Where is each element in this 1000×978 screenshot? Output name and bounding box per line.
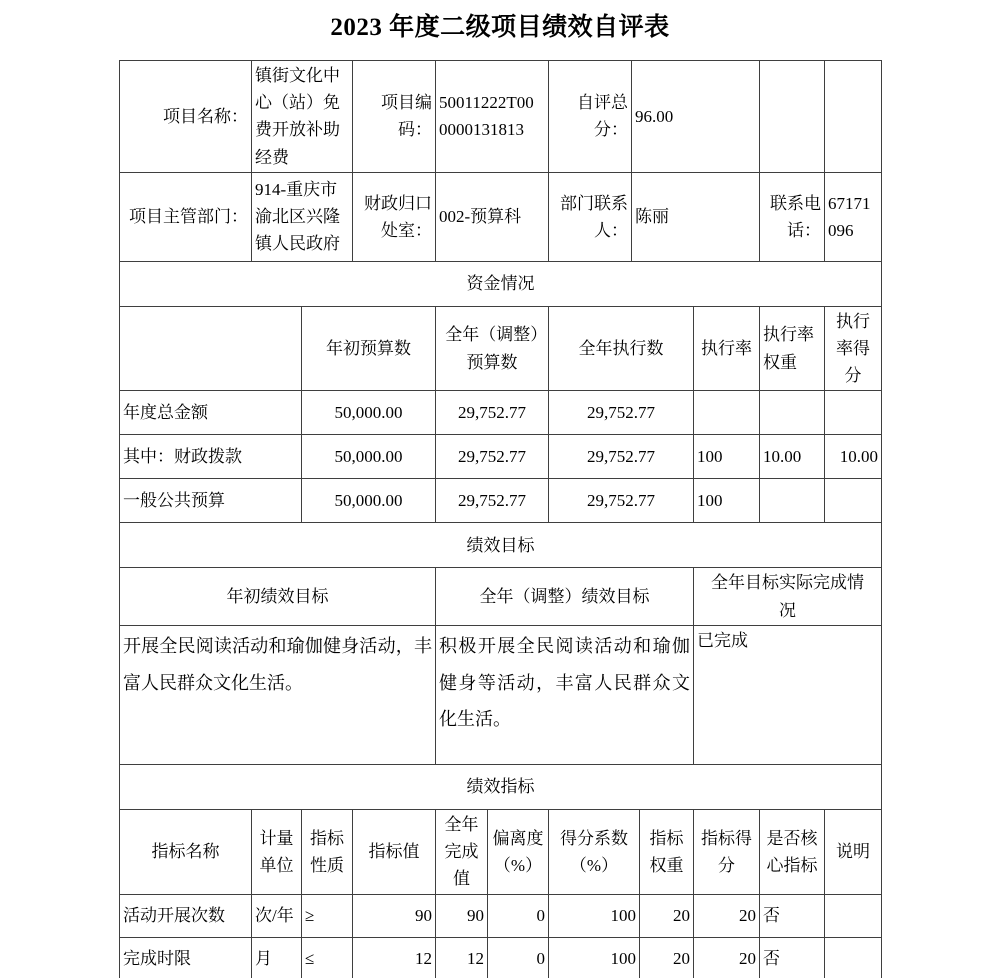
- ind-deviation: 0: [488, 937, 549, 978]
- ind-note: [825, 937, 882, 978]
- ind-header-core: 是否核心指标: [760, 809, 825, 894]
- funding-adjusted-budget: 29,752.77: [436, 479, 549, 523]
- funding-section-row: [120, 261, 882, 306]
- ind-unit: 月: [252, 937, 302, 978]
- ind-nature: ≤: [302, 937, 353, 978]
- funding-initial-budget: 50,000.00: [302, 391, 436, 435]
- funding-row-public-budget: [120, 479, 882, 523]
- funding-row-fiscal: [120, 435, 882, 479]
- ind-target: 12: [353, 937, 436, 978]
- funding-rate-score: [825, 391, 882, 435]
- ind-header-coefficient: 得分系数（%）: [549, 809, 640, 894]
- ind-header-score: 指标得分: [694, 809, 760, 894]
- funding-initial-budget: 50,000.00: [302, 435, 436, 479]
- info-row-department: [120, 172, 882, 261]
- funding-header-blank: [120, 306, 302, 391]
- funding-header-row: [120, 306, 882, 391]
- ind-deviation: 0: [488, 894, 549, 937]
- funding-rate: 100: [694, 479, 760, 523]
- self-evaluation-table: [119, 60, 882, 978]
- funding-rate-weight: [760, 391, 825, 435]
- project-name-value: 镇街文化中心（站）免费开放补助经费: [252, 61, 353, 173]
- phone-value: 67171096: [825, 172, 882, 261]
- funding-rate-weight: [760, 479, 825, 523]
- goals-header-initial: 年初绩效目标: [120, 568, 436, 625]
- ind-completed: 90: [436, 894, 488, 937]
- goals-section-row: [120, 523, 882, 568]
- dept-value: 914-重庆市渝北区兴隆镇人民政府: [252, 172, 353, 261]
- project-code-value: 50011222T000000131813: [436, 61, 549, 173]
- funding-header-initial-budget: 年初预算数: [302, 306, 436, 391]
- funding-rate: [694, 391, 760, 435]
- ind-unit: 次/年: [252, 894, 302, 937]
- funding-header-rate-score: 执行率得分: [825, 306, 882, 391]
- ind-header-deviation: 偏离度（%）: [488, 809, 549, 894]
- self-score-label: 自评总分：: [549, 61, 632, 173]
- contact-label: 部门联系人：: [549, 172, 632, 261]
- funding-header-rate-weight: 执行率权重: [760, 306, 825, 391]
- project-code-label: 项目编码：: [353, 61, 436, 173]
- info-row-project: [120, 61, 882, 173]
- funding-initial-budget: 50,000.00: [302, 479, 436, 523]
- project-name-label: 项目名称：: [120, 61, 252, 173]
- funding-executed: 29,752.77: [549, 435, 694, 479]
- funding-executed: 29,752.77: [549, 391, 694, 435]
- ind-score: 20: [694, 894, 760, 937]
- ind-header-target: 指标值: [353, 809, 436, 894]
- finance-office-label: 财政归口处室：: [353, 172, 436, 261]
- funding-row-total: [120, 391, 882, 435]
- self-score-value: 96.00: [632, 61, 760, 173]
- ind-coefficient: 100: [549, 894, 640, 937]
- funding-rate: 100: [694, 435, 760, 479]
- page-title: 2023 年度二级项目绩效自评表: [330, 14, 670, 41]
- goals-header-row: [120, 568, 882, 625]
- indicators-section-title: 绩效指标: [120, 764, 882, 809]
- goal-initial-text: 开展全民阅读活动和瑜伽健身活动，丰富人民群众文化生活。: [120, 625, 436, 764]
- ind-header-note: 说明: [825, 809, 882, 894]
- ind-weight: 20: [640, 894, 694, 937]
- ind-coefficient: 100: [549, 937, 640, 978]
- funding-row-label: 年度总金额: [120, 391, 302, 435]
- ind-weight: 20: [640, 937, 694, 978]
- goals-header-actual: 全年目标实际完成情况: [694, 568, 882, 625]
- funding-section-title: 资金情况: [120, 261, 882, 306]
- indicators-header-row: [120, 809, 882, 894]
- funding-adjusted-budget: 29,752.77: [436, 391, 549, 435]
- ind-core: 否: [760, 894, 825, 937]
- funding-executed: 29,752.77: [549, 479, 694, 523]
- ind-header-completed: 全年完成值: [436, 809, 488, 894]
- ind-nature: ≥: [302, 894, 353, 937]
- goals-content-row: [120, 625, 882, 764]
- indicator-row-deadline: [120, 937, 882, 978]
- ind-core: 否: [760, 937, 825, 978]
- funding-adjusted-budget: 29,752.77: [436, 435, 549, 479]
- ind-completed: 12: [436, 937, 488, 978]
- funding-rate-weight: 10.00: [760, 435, 825, 479]
- goals-section-title: 绩效目标: [120, 523, 882, 568]
- funding-header-rate: 执行率: [694, 306, 760, 391]
- ind-target: 90: [353, 894, 436, 937]
- funding-header-adjusted-budget: 全年（调整）预算数: [436, 306, 549, 391]
- ind-header-unit: 计量单位: [252, 809, 302, 894]
- ind-header-weight: 指标权重: [640, 809, 694, 894]
- funding-rate-score: 10.00: [825, 435, 882, 479]
- indicators-section-row: [120, 764, 882, 809]
- empty-cell: [760, 61, 825, 173]
- ind-header-nature: 指标性质: [302, 809, 353, 894]
- indicator-row-activities: [120, 894, 882, 937]
- goals-header-adjusted: 全年（调整）绩效目标: [436, 568, 694, 625]
- funding-rate-score: [825, 479, 882, 523]
- ind-score: 20: [694, 937, 760, 978]
- ind-name: 活动开展次数: [120, 894, 252, 937]
- ind-header-name: 指标名称: [120, 809, 252, 894]
- funding-row-label: 一般公共预算: [120, 479, 302, 523]
- dept-label: 项目主管部门：: [120, 172, 252, 261]
- ind-name: 完成时限: [120, 937, 252, 978]
- funding-row-label: 其中：财政拨款: [120, 435, 302, 479]
- contact-value: 陈丽: [632, 172, 760, 261]
- goal-actual-text: 已完成: [694, 625, 882, 764]
- empty-cell: [825, 61, 882, 173]
- funding-header-executed: 全年执行数: [549, 306, 694, 391]
- goal-adjusted-text: 积极开展全民阅读活动和瑜伽健身等活动，丰富人民群众文化生活。: [436, 625, 694, 764]
- finance-office-value: 002-预算科: [436, 172, 549, 261]
- ind-note: [825, 894, 882, 937]
- phone-label: 联系电话：: [760, 172, 825, 261]
